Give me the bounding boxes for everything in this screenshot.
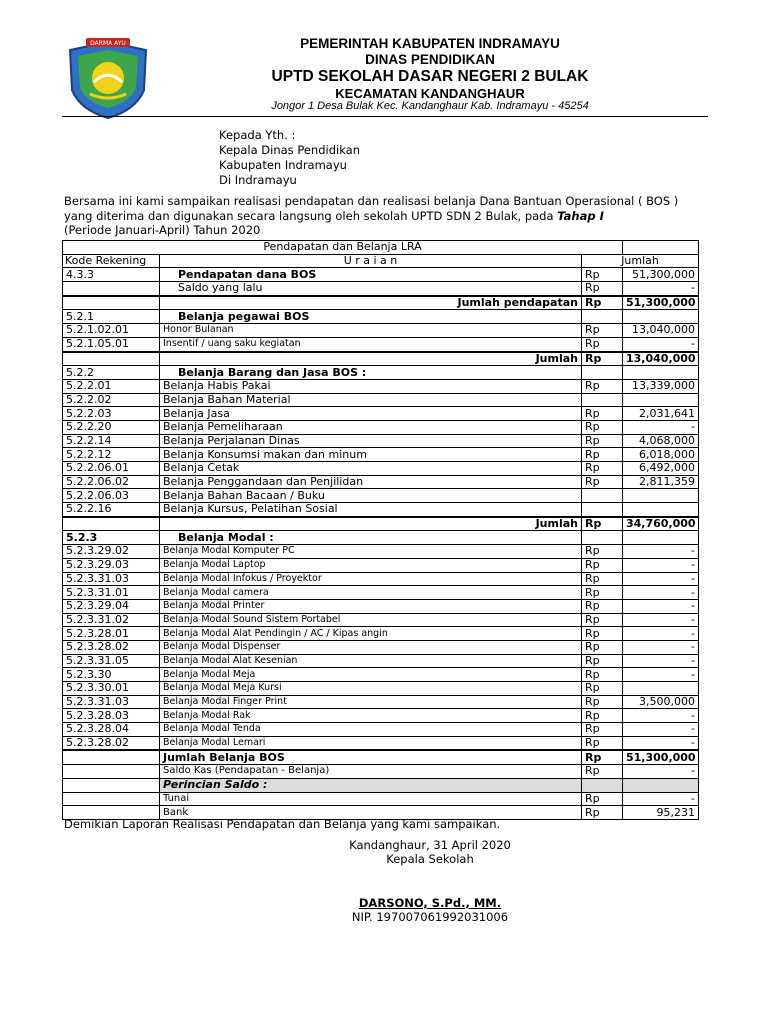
account-description: Belanja Barang dan Jasa BOS : xyxy=(160,366,582,380)
currency-label: Rp xyxy=(582,448,623,462)
empty-code-cell xyxy=(63,765,160,779)
account-code: 5.2.3.29.04 xyxy=(63,599,160,613)
recipient-line-2: Kepala Dinas Pendidikan xyxy=(219,143,360,157)
signature-nip: NIP. 197007061992031006 xyxy=(351,910,509,924)
currency-label: Rp xyxy=(582,736,623,750)
account-description: Belanja Modal camera xyxy=(160,586,582,600)
currency-label: Rp xyxy=(582,765,623,779)
account-code: 5.2.2.12 xyxy=(63,448,160,462)
currency-label: Rp xyxy=(582,545,623,559)
table-title-row xyxy=(63,241,699,255)
signature-role: Kepala Sekolah xyxy=(386,852,474,866)
amount-value: 13,040,000 xyxy=(623,324,699,338)
table-row xyxy=(63,695,699,709)
currency-label: Rp xyxy=(582,613,623,627)
account-description: Belanja Modal Meja Kursi xyxy=(160,682,582,696)
table-row xyxy=(63,324,699,338)
saldo-row-label: Saldo Kas (Pendapatan - Belanja) xyxy=(160,765,582,779)
account-code: 5.2.2.20 xyxy=(63,420,160,434)
column-header-amount: Jumlah xyxy=(582,254,699,268)
amount-value: 51,300,000 xyxy=(623,268,699,282)
total-bos-row-label: Jumlah Belanja BOS xyxy=(160,750,582,764)
account-code: 5.2.3.28.02 xyxy=(63,640,160,654)
header-school: UPTD SEKOLAH DASAR NEGERI 2 BULAK xyxy=(271,68,589,85)
account-code: 5.2.3 xyxy=(63,531,160,545)
signature-place-date: Kandanghaur, 31 April 2020 xyxy=(349,838,511,852)
account-code: 5.2.2.14 xyxy=(63,434,160,448)
tunai-row xyxy=(63,792,699,806)
empty-code-cell xyxy=(63,792,160,806)
table-row xyxy=(63,736,699,750)
subtotal-code-cell xyxy=(63,352,160,366)
account-code: 5.2.2 xyxy=(63,366,160,380)
subtotal-code-cell xyxy=(63,296,160,310)
currency-label: Rp xyxy=(582,668,623,682)
currency-label: Rp xyxy=(582,723,623,737)
amount-value: - xyxy=(623,599,699,613)
currency-label: Rp xyxy=(582,407,623,421)
account-description: Honor Bulanan xyxy=(160,324,582,338)
subtotal-code-cell xyxy=(63,517,160,531)
account-description: Belanja Jasa xyxy=(160,407,582,421)
account-description: Belanja Konsumsi makan dan minum xyxy=(160,448,582,462)
intro-line-3: (Periode Januari-April) Tahun 2020 xyxy=(64,223,261,237)
amount-value xyxy=(623,366,699,380)
table-row xyxy=(63,627,699,641)
table-row xyxy=(63,572,699,586)
amount-value: - xyxy=(623,337,699,351)
account-description: Pendapatan dana BOS xyxy=(160,268,582,282)
amount-value: - xyxy=(623,420,699,434)
account-code: 5.2.3.29.03 xyxy=(63,558,160,572)
currency-label: Rp xyxy=(582,337,623,351)
table-row xyxy=(63,337,699,351)
amount-value: - xyxy=(623,586,699,600)
account-code: 5.2.1.05.01 xyxy=(63,337,160,351)
account-description: Insentif / uang saku kegiatan xyxy=(160,337,582,351)
account-description: Belanja Modal Alat Kesenian xyxy=(160,654,582,668)
account-code: 5.2.2.06.02 xyxy=(63,475,160,489)
table-row xyxy=(63,640,699,654)
account-code xyxy=(63,282,160,296)
recipient-line-4: Di Indramayu xyxy=(219,173,297,187)
intro-line-2-text: yang diterima dan digunakan secara langsung oleh sekolah UPTD SDN 2 Bulak, pada xyxy=(64,209,558,223)
subtotal-label: Jumlah xyxy=(160,352,582,366)
currency-label: Rp xyxy=(582,709,623,723)
amount-value: 6,018,000 xyxy=(623,448,699,462)
table-row xyxy=(63,393,699,407)
tunai-row-label: Tunai xyxy=(160,792,582,806)
bank-row-amount: 95,231 xyxy=(623,806,699,820)
account-description: Belanja Bahan Bacaan / Buku xyxy=(160,489,582,503)
table-row xyxy=(63,599,699,613)
currency-label: Rp xyxy=(582,695,623,709)
amount-value: - xyxy=(623,613,699,627)
subtotal-amount: 51,300,000 xyxy=(623,296,699,310)
logo-text: DARMA AYU xyxy=(90,40,126,47)
account-description: Belanja Modal Alat Pendingin / AC / Kipas angin xyxy=(160,627,582,641)
account-code: 5.2.3.31.02 xyxy=(63,613,160,627)
empty-code-cell xyxy=(63,750,160,764)
currency-label: Rp xyxy=(582,420,623,434)
account-description: Belanja Modal Rak xyxy=(160,709,582,723)
table-row xyxy=(63,545,699,559)
amount-value xyxy=(623,682,699,696)
account-code: 5.2.2.16 xyxy=(63,503,160,517)
account-description: Belanja Modal Tenda xyxy=(160,723,582,737)
recipient-line-3: Kabupaten Indramayu xyxy=(219,158,347,172)
currency-label: Rp xyxy=(582,324,623,338)
intro-stage: Tahap I xyxy=(557,209,604,223)
table-row xyxy=(63,379,699,393)
column-header-description: U r a i a n xyxy=(160,254,582,268)
rincian-row-amount xyxy=(623,778,699,792)
total-bos-row-amount: 51,300,000 xyxy=(623,750,699,764)
account-code: 5.2.3.31.01 xyxy=(63,586,160,600)
amount-value: - xyxy=(623,723,699,737)
amount-value: - xyxy=(623,668,699,682)
account-description: Belanja Modal Komputer PC xyxy=(160,545,582,559)
table-row xyxy=(63,682,699,696)
account-description: Belanja Modal Printer xyxy=(160,599,582,613)
account-code: 5.2.3.29.02 xyxy=(63,545,160,559)
signature-name: DARSONO, S.Pd., MM. xyxy=(358,896,502,910)
currency-label: Rp xyxy=(582,517,623,531)
subtotal-amount: 13,040,000 xyxy=(623,352,699,366)
table-row xyxy=(63,503,699,517)
account-code: 5.2.3.31.03 xyxy=(63,572,160,586)
account-code: 5.2.2.02 xyxy=(63,393,160,407)
account-description: Belanja Modal Infokus / Proyektor xyxy=(160,572,582,586)
amount-value: 2,031,641 xyxy=(623,407,699,421)
account-description: Belanja Cetak xyxy=(160,462,582,476)
currency-label xyxy=(582,393,623,407)
currency-label: Rp xyxy=(582,654,623,668)
account-code: 5.2.3.31.03 xyxy=(63,695,160,709)
currency-label: Rp xyxy=(582,268,623,282)
currency-label: Rp xyxy=(582,296,623,310)
account-description: Belanja Kursus, Pelatihan Sosial xyxy=(160,503,582,517)
account-description: Saldo yang lalu xyxy=(160,282,582,296)
recipient-line-1: Kepada Yth. : xyxy=(219,128,296,142)
account-code: 4.3.3 xyxy=(63,268,160,282)
account-code: 5.2.3.28.04 xyxy=(63,723,160,737)
account-code: 5.2.2.01 xyxy=(63,379,160,393)
rincian-row-label: Perincian Saldo : xyxy=(160,778,582,792)
amount-value xyxy=(623,310,699,324)
account-description: Belanja Modal Dispenser xyxy=(160,640,582,654)
table-row xyxy=(63,462,699,476)
table-row xyxy=(63,420,699,434)
amount-value xyxy=(623,531,699,545)
saldo-row-amount: - xyxy=(623,765,699,779)
amount-value xyxy=(623,489,699,503)
account-description: Belanja Modal Meja xyxy=(160,668,582,682)
bank-row-label: Bank xyxy=(160,806,582,820)
currency-label: Rp xyxy=(582,806,623,820)
table-row xyxy=(63,723,699,737)
column-header-code: Kode Rekening xyxy=(63,254,160,268)
lra-table xyxy=(62,240,699,820)
currency-label xyxy=(582,366,623,380)
table-row xyxy=(63,407,699,421)
account-code: 5.2.3.28.03 xyxy=(63,709,160,723)
account-description: Belanja Modal Sound Sistem Portabel xyxy=(160,613,582,627)
account-description: Belanja Modal Lemari xyxy=(160,736,582,750)
table-row xyxy=(63,709,699,723)
currency-label: Rp xyxy=(582,599,623,613)
indramayu-regency-emblem xyxy=(64,38,152,120)
account-code: 5.2.1 xyxy=(63,310,160,324)
account-code: 5.2.3.31.05 xyxy=(63,654,160,668)
currency-label xyxy=(582,778,623,792)
header-government: PEMERINTAH KABUPATEN INDRAMAYU xyxy=(300,36,560,51)
subtotal-amount: 34,760,000 xyxy=(623,517,699,531)
subtotal-row xyxy=(63,296,699,310)
amount-value: - xyxy=(623,627,699,641)
account-code: 5.2.3.28.02 xyxy=(63,736,160,750)
currency-label: Rp xyxy=(582,682,623,696)
account-description: Belanja Habis Pakai xyxy=(160,379,582,393)
account-description: Belanja Modal : xyxy=(160,531,582,545)
amount-value xyxy=(623,393,699,407)
account-code: 5.2.2.06.01 xyxy=(63,462,160,476)
currency-label: Rp xyxy=(582,558,623,572)
currency-label: Rp xyxy=(582,352,623,366)
table-row xyxy=(63,531,699,545)
table-row xyxy=(63,586,699,600)
account-description: Belanja Modal Laptop xyxy=(160,558,582,572)
amount-value: 4,068,000 xyxy=(623,434,699,448)
empty-code-cell xyxy=(63,778,160,792)
total-bos-row xyxy=(63,750,699,764)
account-code: 5.2.3.28.01 xyxy=(63,627,160,641)
amount-value: - xyxy=(623,654,699,668)
table-row xyxy=(63,668,699,682)
header-address: Jongor 1 Desa Bulak Kec. Kandanghaur Kab. Indramayu - 45254 xyxy=(271,100,589,112)
currency-label xyxy=(582,310,623,324)
currency-label: Rp xyxy=(582,282,623,296)
currency-label xyxy=(582,531,623,545)
subtotal-label: Jumlah pendapatan xyxy=(160,296,582,310)
amount-value: 3,500,000 xyxy=(623,695,699,709)
table-row xyxy=(63,310,699,324)
subtotal-row xyxy=(63,352,699,366)
currency-label: Rp xyxy=(582,640,623,654)
account-description: Belanja Penggandaan dan Penjilidan xyxy=(160,475,582,489)
table-row xyxy=(63,448,699,462)
table-row xyxy=(63,654,699,668)
account-description: Belanja Pemeliharaan xyxy=(160,420,582,434)
account-description: Belanja Modal Finger Print xyxy=(160,695,582,709)
account-description: Belanja pegawai BOS xyxy=(160,310,582,324)
amount-value: - xyxy=(623,640,699,654)
closing-statement: Demikian Laporan Realisasi Pendapatan dan Belanja yang kami sampaikan. xyxy=(64,817,501,831)
account-code: 5.2.1.02.01 xyxy=(63,324,160,338)
amount-value: - xyxy=(623,545,699,559)
amount-value: - xyxy=(623,558,699,572)
table-title: Pendapatan dan Belanja LRA xyxy=(63,241,623,255)
account-code: 5.2.3.30 xyxy=(63,668,160,682)
account-code: 5.2.3.30.01 xyxy=(63,682,160,696)
amount-value: 13,339,000 xyxy=(623,379,699,393)
amount-value: 6,492,000 xyxy=(623,462,699,476)
amount-value: - xyxy=(623,572,699,586)
amount-value: - xyxy=(623,709,699,723)
table-row xyxy=(63,268,699,282)
header-divider xyxy=(62,116,708,117)
tunai-row-amount: - xyxy=(623,792,699,806)
amount-value: 2,811,359 xyxy=(623,475,699,489)
header-district: KECAMATAN KANDANGHAUR xyxy=(335,86,525,101)
currency-label xyxy=(582,489,623,503)
intro-line-2 xyxy=(64,209,604,223)
subtotal-label: Jumlah xyxy=(160,517,582,531)
table-row xyxy=(63,613,699,627)
table-row xyxy=(63,475,699,489)
account-description: Belanja Bahan Material xyxy=(160,393,582,407)
intro-line-1: Bersama ini kami sampaikan realisasi pendapatan dan realisasi belanja Dana Bantuan Operasional ( BOS ) xyxy=(64,194,679,208)
account-code: 5.2.2.03 xyxy=(63,407,160,421)
header-department: DINAS PENDIDIKAN xyxy=(365,52,495,67)
amount-value: - xyxy=(623,736,699,750)
currency-label: Rp xyxy=(582,586,623,600)
currency-label xyxy=(582,503,623,517)
subtotal-row xyxy=(63,517,699,531)
currency-label: Rp xyxy=(582,572,623,586)
currency-label: Rp xyxy=(582,627,623,641)
rincian-row xyxy=(63,778,699,792)
table-row xyxy=(63,434,699,448)
table-header-row xyxy=(63,254,699,268)
account-code: 5.2.2.06.03 xyxy=(63,489,160,503)
currency-label: Rp xyxy=(582,750,623,764)
amount-value xyxy=(623,503,699,517)
table-row xyxy=(63,366,699,380)
table-row xyxy=(63,282,699,296)
currency-label: Rp xyxy=(582,434,623,448)
currency-label: Rp xyxy=(582,462,623,476)
currency-label: Rp xyxy=(582,792,623,806)
saldo-row xyxy=(63,765,699,779)
table-row xyxy=(63,489,699,503)
currency-label: Rp xyxy=(582,475,623,489)
table-row xyxy=(63,558,699,572)
currency-label: Rp xyxy=(582,379,623,393)
amount-value: - xyxy=(623,282,699,296)
account-description: Belanja Perjalanan Dinas xyxy=(160,434,582,448)
